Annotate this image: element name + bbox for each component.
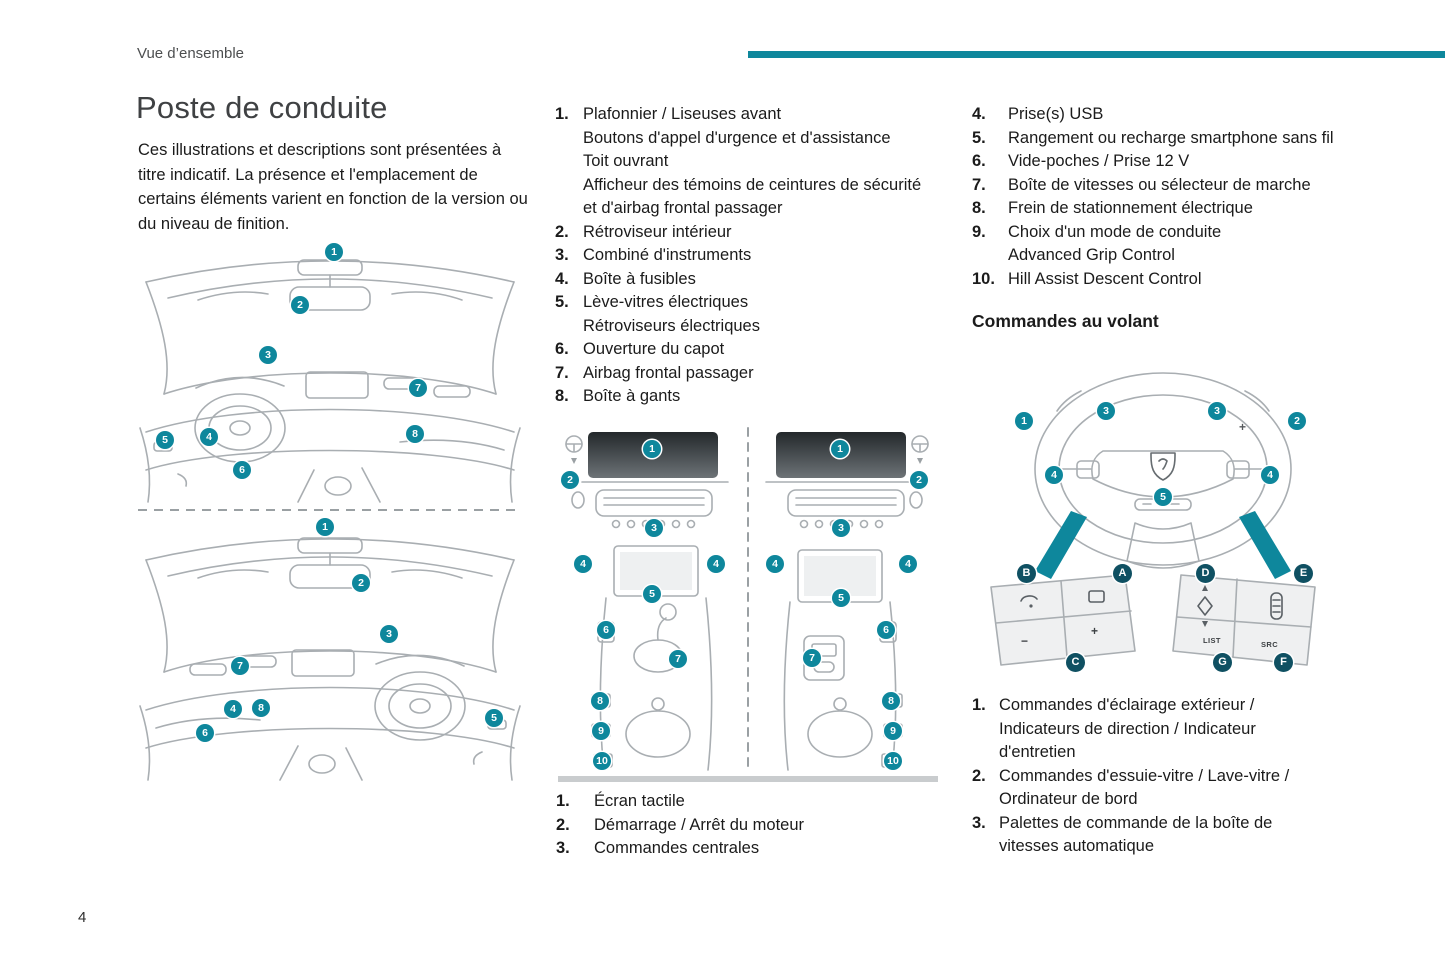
list-item-number: 3. bbox=[555, 246, 569, 264]
list-item bbox=[555, 174, 927, 221]
list-item-text: Rangement ou recharge smartphone sans fil bbox=[1008, 128, 1334, 147]
list-item-number: 6. bbox=[972, 152, 986, 170]
console-sketch bbox=[558, 426, 938, 786]
list-item-number: 1. bbox=[556, 792, 570, 810]
list-item-number bbox=[972, 244, 1008, 268]
list-item-text: Boutons d'appel d'urgence et d'assistance bbox=[583, 128, 891, 147]
list-item bbox=[972, 150, 1365, 174]
callout-number: 2 bbox=[352, 574, 370, 592]
callout-number: 2 bbox=[910, 471, 928, 489]
list-item bbox=[555, 291, 927, 315]
list-item-number: 5. bbox=[972, 128, 986, 147]
list-item-text: Lève-vitres électriques bbox=[583, 293, 749, 311]
list-item-text: Plafonnier / Liseuses avant bbox=[583, 105, 782, 123]
dashboard-sketch bbox=[138, 236, 522, 782]
callout-number: 4 bbox=[766, 555, 784, 573]
mini-steering-icon bbox=[566, 436, 582, 464]
callout-number: 7 bbox=[669, 650, 687, 668]
callout-number: 2 bbox=[291, 296, 309, 314]
list-item-number: 1. bbox=[555, 105, 569, 123]
list-item-text: Prise(s) USB bbox=[1008, 105, 1104, 123]
list-item-number bbox=[555, 127, 583, 151]
callout-number: 5 bbox=[485, 709, 503, 727]
callout-letter: F bbox=[1274, 653, 1293, 672]
page-title: Poste de conduite bbox=[136, 90, 388, 125]
list-item bbox=[972, 197, 1365, 221]
list-item bbox=[555, 150, 927, 174]
list-item-number bbox=[555, 174, 583, 221]
list-item-number: 8. bbox=[972, 199, 986, 217]
list-item bbox=[556, 814, 936, 838]
list-item-number: 7. bbox=[555, 363, 569, 382]
list-item bbox=[972, 244, 1365, 268]
callout-number: 5 bbox=[832, 589, 850, 607]
callout-number: 6 bbox=[196, 724, 214, 742]
list-item-number: 6. bbox=[555, 340, 569, 358]
list-item-text: Boîte à fusibles bbox=[583, 269, 696, 288]
list-item-text: Commandes d'éclairage extérieur / Indicateurs de direction / Indicateur d'entretien bbox=[999, 696, 1256, 761]
list-item-text: Vide-poches / Prise 12 V bbox=[1008, 152, 1190, 170]
list-item-number: 7. bbox=[972, 175, 986, 194]
list-item-number: 3. bbox=[972, 813, 986, 832]
src-button-label: SRC bbox=[1261, 640, 1279, 649]
list-item-text: Commandes centrales bbox=[594, 839, 760, 857]
list-item-number: 3. bbox=[556, 839, 570, 857]
intro-paragraph: Ces illustrations et descriptions sont présentées à titre indicatif. La présence et l'emplacement de certains éléments varient en fonction de la version ou du niveau de finition. bbox=[138, 141, 528, 233]
callout-number: 7 bbox=[231, 657, 249, 675]
mini-steering-icon bbox=[912, 436, 928, 464]
list-item bbox=[555, 244, 927, 268]
list-item-number: 4. bbox=[555, 269, 569, 288]
callout-number: 6 bbox=[597, 621, 615, 639]
center-console-illustration bbox=[558, 426, 938, 786]
list-item-text: Toit ouvrant bbox=[583, 152, 669, 170]
list-item bbox=[972, 127, 1365, 151]
callout-number: 5 bbox=[156, 431, 174, 449]
list-item bbox=[555, 338, 927, 362]
list-item-number: 1. bbox=[972, 696, 986, 714]
list-item-number bbox=[555, 150, 583, 174]
list-item-number: 2. bbox=[556, 815, 570, 834]
callout-number: 8 bbox=[406, 425, 424, 443]
callout-number: 1 bbox=[643, 440, 661, 458]
list-item-text: Rétroviseur intérieur bbox=[583, 222, 732, 241]
console-legend-list bbox=[556, 790, 936, 861]
list-item bbox=[972, 268, 1365, 292]
list-item-text: Airbag frontal passager bbox=[583, 363, 754, 382]
list-item-text: Hill Assist Descent Control bbox=[1008, 269, 1202, 288]
callout-number: 10 bbox=[884, 752, 902, 770]
callout-number: 4 bbox=[224, 700, 242, 718]
callout-number: 4 bbox=[574, 555, 592, 573]
list-item bbox=[555, 315, 927, 339]
callout-letter: A bbox=[1113, 564, 1132, 583]
callout-number: 1 bbox=[316, 518, 334, 536]
list-item bbox=[555, 385, 927, 409]
callout-number: 3 bbox=[1208, 402, 1226, 420]
callout-letter: C bbox=[1066, 653, 1085, 672]
list-item bbox=[555, 268, 927, 292]
callout-number: 5 bbox=[643, 585, 661, 603]
volume-minus-icon: − bbox=[1021, 634, 1029, 648]
list-item-number: 2. bbox=[972, 766, 986, 785]
list-item bbox=[972, 765, 1304, 812]
callout-number: 4 bbox=[707, 555, 725, 573]
callout-number: 2 bbox=[1288, 412, 1306, 430]
list-item-text: Palettes de commande de la boîte de vitesses automatique bbox=[999, 813, 1273, 855]
steering-legend-list bbox=[972, 694, 1304, 859]
list-item bbox=[555, 221, 927, 245]
callout-number: 10 bbox=[593, 752, 611, 770]
list-item-text: Boîte de vitesses ou sélecteur de marche bbox=[1008, 175, 1311, 194]
breadcrumb: Vue d’ensemble bbox=[137, 45, 245, 62]
callout-number: 3 bbox=[832, 519, 850, 537]
callout-number: 8 bbox=[882, 692, 900, 710]
callout-number: 1 bbox=[325, 243, 343, 261]
list-item bbox=[556, 790, 936, 814]
list-item-text: Choix d'un mode de conduite bbox=[1008, 222, 1222, 241]
list-item-text: Écran tactile bbox=[594, 792, 685, 810]
dashboard-legend-list bbox=[555, 103, 927, 409]
callout-number: 8 bbox=[591, 692, 609, 710]
callout-number: 5 bbox=[1154, 488, 1172, 506]
list-item-number: 8. bbox=[555, 387, 569, 405]
list-item-text: Ouverture du capot bbox=[583, 340, 725, 358]
callout-number: 7 bbox=[409, 379, 427, 397]
volume-plus-icon: + bbox=[1091, 624, 1099, 638]
list-item bbox=[555, 362, 927, 386]
list-item-number bbox=[555, 315, 583, 339]
list-item-number: 5. bbox=[555, 293, 569, 311]
callout-number: 6 bbox=[877, 621, 895, 639]
header-accent-bar bbox=[748, 51, 1445, 58]
list-item bbox=[972, 812, 1304, 859]
overhead-console-icon bbox=[298, 260, 362, 287]
callout-number: 1 bbox=[1015, 412, 1033, 430]
steering-wheel-illustration bbox=[985, 365, 1335, 680]
callout-number: 9 bbox=[884, 722, 902, 740]
callout-number: 6 bbox=[233, 461, 251, 479]
steering-wheel-sketch bbox=[985, 365, 1335, 680]
callout-number: 3 bbox=[645, 519, 663, 537]
callout-number: 8 bbox=[252, 699, 270, 717]
callout-letter: G bbox=[1213, 653, 1232, 672]
callout-number: 1 bbox=[831, 440, 849, 458]
list-item bbox=[555, 103, 927, 127]
callout-number: 4 bbox=[1261, 466, 1279, 484]
list-item-text: Commandes d'essuie-vitre / Lave-vitre / Ordinateur de bord bbox=[999, 766, 1290, 808]
page-number: 4 bbox=[78, 909, 87, 926]
callout-number: 4 bbox=[200, 428, 218, 446]
list-item bbox=[555, 127, 927, 151]
list-item-number: 9. bbox=[972, 222, 986, 241]
list-button-label: LIST bbox=[1203, 636, 1221, 645]
callout-letter: D bbox=[1196, 564, 1215, 583]
callout-number: 3 bbox=[380, 625, 398, 643]
callout-number: 3 bbox=[259, 346, 277, 364]
callout-number: 2 bbox=[561, 471, 579, 489]
list-item-text: Advanced Grip Control bbox=[1008, 246, 1175, 264]
list-item-text: Combiné d'instruments bbox=[583, 246, 752, 264]
list-item-text: Boîte à gants bbox=[583, 387, 681, 405]
dashboard-legend-list-continued bbox=[972, 103, 1365, 291]
left-control-pod bbox=[991, 575, 1135, 665]
list-item-text: Rétroviseurs électriques bbox=[583, 316, 760, 335]
callout-letter: E bbox=[1294, 564, 1313, 583]
dashboard-illustration bbox=[138, 236, 522, 782]
list-item-number: 4. bbox=[972, 105, 986, 123]
list-item bbox=[972, 694, 1304, 765]
list-item-text: Démarrage / Arrêt du moteur bbox=[594, 815, 805, 834]
section-heading-steering-controls: Commandes au volant bbox=[972, 311, 1159, 331]
callout-letter: B bbox=[1017, 564, 1036, 583]
callout-number: 3 bbox=[1097, 402, 1115, 420]
list-item-number: 10. bbox=[972, 269, 995, 288]
list-item-text: Frein de stationnement électrique bbox=[1008, 199, 1253, 217]
right-control-pod bbox=[1173, 575, 1315, 665]
paddle-plus-sign: + bbox=[1239, 420, 1247, 434]
list-item-number: 2. bbox=[555, 222, 569, 241]
callout-number: 7 bbox=[803, 649, 821, 667]
callout-number: 9 bbox=[592, 722, 610, 740]
list-item bbox=[972, 103, 1365, 127]
callout-number: 4 bbox=[1045, 466, 1063, 484]
list-item bbox=[972, 221, 1365, 245]
list-item bbox=[556, 837, 936, 861]
list-item bbox=[972, 174, 1365, 198]
list-item-text: Afficheur des témoins de ceintures de sécurité et d'airbag frontal passager bbox=[583, 175, 922, 217]
callout-number: 4 bbox=[899, 555, 917, 573]
